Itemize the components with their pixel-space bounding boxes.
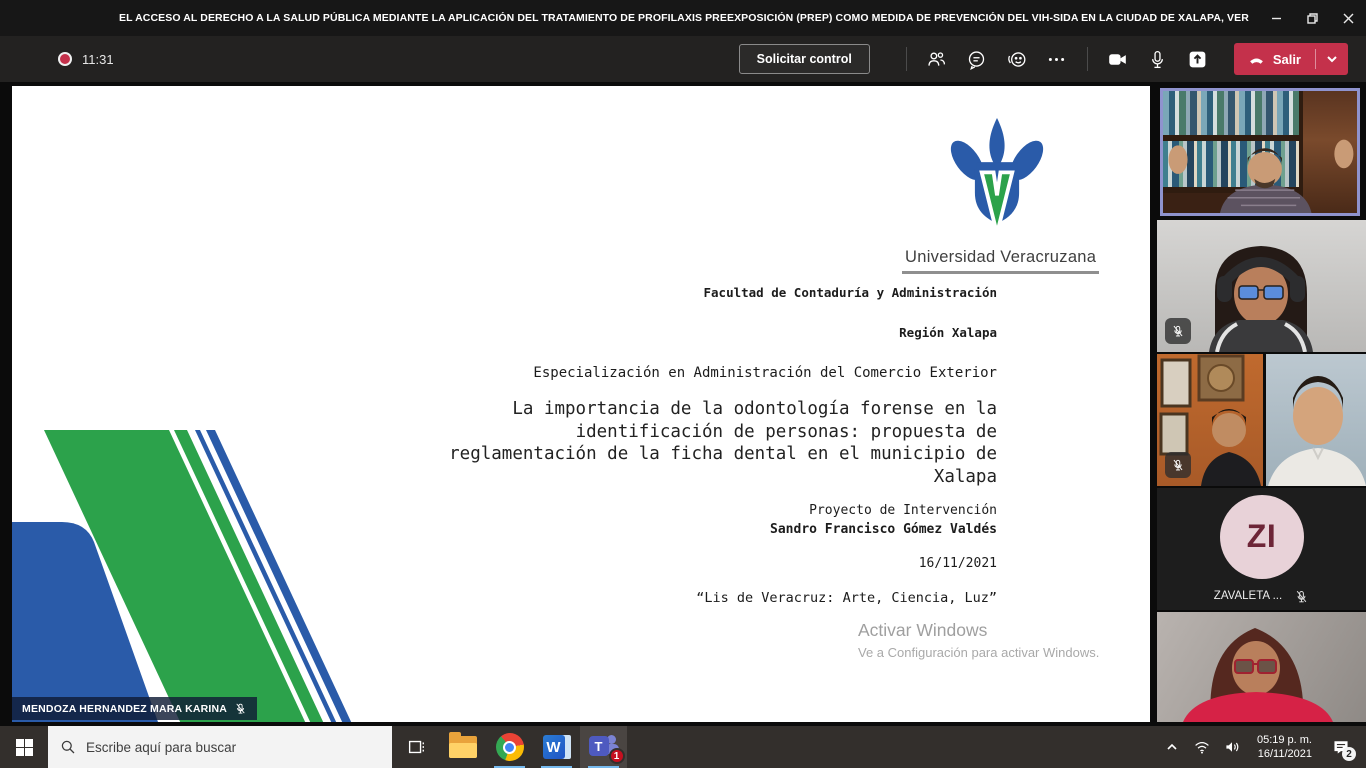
notification-count-badge: 2: [1342, 747, 1356, 761]
share-screen-button[interactable]: [1178, 42, 1218, 76]
video-tile-participant[interactable]: [1157, 354, 1263, 486]
volume-icon: [1224, 739, 1240, 755]
word-icon: W: [543, 733, 571, 761]
more-options-button[interactable]: [1037, 42, 1077, 76]
camera-button[interactable]: [1098, 42, 1138, 76]
chevron-up-icon: [1164, 739, 1180, 755]
avatar-tile-participant[interactable]: [1157, 488, 1366, 610]
file-explorer-button[interactable]: [439, 726, 486, 768]
program-line: Especialización en Administración del Comercio Exterior: [533, 365, 997, 381]
reactions-button[interactable]: [997, 42, 1037, 76]
mic-muted-badge: [1165, 452, 1191, 478]
universidad-veracruzana-logo: [902, 116, 1097, 274]
uv-fleur-de-lis-icon: [946, 116, 1048, 244]
teams-notification-badge: 1: [609, 748, 625, 764]
mic-muted-badge: [1165, 318, 1191, 344]
leave-button-group: [1234, 43, 1348, 75]
task-view-icon: [406, 737, 426, 757]
taskbar-clock[interactable]: [1249, 733, 1320, 761]
taskbar-search[interactable]: [48, 726, 392, 768]
start-button[interactable]: [0, 726, 48, 768]
shared-screen-stage: [0, 82, 1366, 726]
windows-logo-icon: [16, 739, 33, 756]
recording-dot-icon: [58, 52, 72, 66]
participant-video: [1266, 354, 1366, 486]
microphone-button[interactable]: [1138, 42, 1178, 76]
meeting-timer: 11:31: [82, 51, 114, 67]
participant-video: [1157, 612, 1366, 722]
participant-video: [1163, 91, 1357, 213]
recording-indicator: [58, 52, 114, 67]
faculty-line: Facultad de Contaduría y Administración: [703, 285, 997, 300]
mic-muted-icon: [1171, 458, 1185, 472]
hang-up-icon: [1248, 51, 1265, 68]
document-date: 16/11/2021: [918, 556, 997, 571]
window-title: EL ACCESO AL DERECHO A LA SALUD PÚBLICA MEDIANTE LA APLICACIÓN DEL TRATAMIENTO DE PROFILAXIS PREEXPOSICIÓN (PREP) COMO MEDIDA DE PREVENCIÓN DEL VIH-SIDA EN LA CIUDAD DE XALAPA, VER: [119, 12, 1249, 24]
avatar-initials: ZI: [1246, 518, 1277, 554]
wifi-icon: [1194, 739, 1210, 755]
leave-button-label: Salir: [1272, 51, 1301, 67]
minimize-button[interactable]: [1258, 0, 1294, 36]
participant-name-label: ZAVALETA ...: [1213, 590, 1283, 602]
mic-muted-icon: [234, 702, 247, 715]
video-tile-participant[interactable]: [1157, 220, 1366, 352]
windows-taskbar: [0, 726, 1366, 768]
teams-icon: T 1: [589, 733, 619, 761]
university-name: Universidad Veracruzana: [902, 248, 1099, 274]
toolbar-divider: [1087, 47, 1088, 71]
project-type: Proyecto de Intervención: [809, 503, 997, 518]
wifi-button[interactable]: [1189, 726, 1215, 768]
chrome-button[interactable]: [486, 726, 533, 768]
action-center-button[interactable]: [1324, 726, 1358, 768]
leave-options-dropdown[interactable]: [1316, 53, 1348, 65]
clock-date: 16/11/2021: [1257, 748, 1312, 760]
region-line: Región Xalapa: [899, 325, 997, 340]
chrome-icon: [496, 733, 524, 761]
video-tile-active-speaker[interactable]: [1160, 88, 1360, 216]
document-title: La importancia de la odontología forense en la identificación de personas: propuesta de reglamentación de la ficha dental en el municipio de Xalapa: [449, 399, 997, 487]
slide-corner-graphic: [12, 430, 357, 722]
windows-activation-watermark: Activar Windows Ve a Configuración para activar Windows.: [858, 620, 1100, 660]
author-name: Sandro Francisco Gómez Valdés: [770, 522, 997, 537]
university-motto: “Lis de Veracruz: Arte, Ciencia, Luz”: [696, 590, 997, 606]
avatar: [1220, 495, 1304, 579]
search-input[interactable]: [86, 740, 380, 755]
restore-button[interactable]: [1294, 0, 1330, 36]
video-tile-participant[interactable]: [1266, 354, 1366, 486]
window-controls: [1258, 0, 1366, 36]
volume-button[interactable]: [1219, 726, 1245, 768]
toolbar-divider: [906, 47, 907, 71]
presentation-slide: [12, 86, 1150, 722]
teams-button[interactable]: [580, 726, 627, 768]
leave-button[interactable]: [1234, 51, 1315, 68]
presenter-name: MENDOZA HERNANDEZ MARA KARINA: [22, 702, 228, 715]
task-view-button[interactable]: [392, 726, 439, 768]
close-button[interactable]: [1330, 0, 1366, 36]
meeting-toolbar: [0, 36, 1366, 82]
mic-muted-icon: [1171, 324, 1185, 338]
word-button[interactable]: [533, 726, 580, 768]
file-explorer-icon: [449, 736, 477, 758]
mic-muted-icon: [1294, 589, 1309, 604]
request-control-button[interactable]: Solicitar control: [739, 44, 870, 74]
window-titlebar: [0, 0, 1366, 36]
chevron-down-icon: [1326, 53, 1338, 65]
chat-button[interactable]: [957, 42, 997, 76]
video-tile-participant[interactable]: [1157, 612, 1366, 722]
system-tray: [1159, 726, 1366, 768]
hidden-icons-button[interactable]: [1159, 726, 1185, 768]
clock-time: 05:19 p. m.: [1256, 734, 1312, 746]
search-icon: [60, 739, 76, 755]
participants-button[interactable]: [917, 42, 957, 76]
presenter-name-label: [12, 697, 257, 720]
